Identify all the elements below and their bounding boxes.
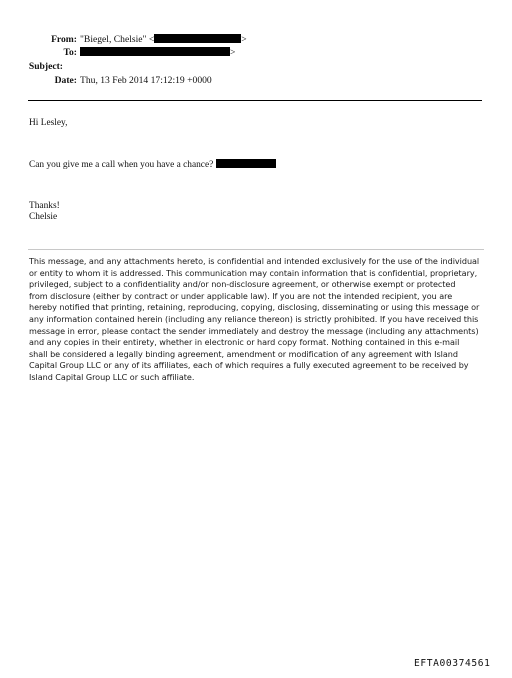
disclaimer-line: any information contained herein (including any reliance thereon) is strictly prohibited. If you have received this [29,313,479,324]
document-id: EFTA00374561 [414,658,491,669]
to-suffix: > [230,47,236,58]
disclaimer-line: and any copies in their entirety, whether in electronic or hard copy format. Nothing contained in this e-mail [29,337,460,348]
date-value: Thu, 13 Feb 2014 17:12:19 +0000 [80,75,212,86]
message-text: Can you give me a call when you have a chance? [29,160,216,170]
greeting: Hi Lesley, [29,118,68,128]
subject-label: Subject: [28,61,63,72]
signature: Chelsie [29,212,58,222]
disclaimer-line: privileged, subject to a confidentiality and/or non-disclosure agreement, or otherwise exempt or protected [29,279,456,290]
disclaimer-line: Island Capital Group LLC or such affiliate. [29,371,195,382]
disclaimer-line: message in error, please contact the sender immediately and destroy the message (including any attachments) [29,325,479,336]
disclaimer-line: Capital Group LLC or any of its affiliates, each of which requires a fully executed agreement to be received by [29,360,469,371]
redacted-sender-email [154,34,241,43]
signoff: Thanks! [29,201,60,211]
from-label: From: [51,34,77,45]
redacted-phone-number [216,159,276,168]
disclaimer-line: shall be considered a legally binding agreement, amendment or modification of any agreement with Island [29,348,458,359]
sender-name: "Biegel, Chelsie" < [80,34,155,45]
to-label: To: [63,47,77,58]
date-label: Date: [54,75,77,86]
redacted-recipient [80,47,230,56]
message-line [29,159,276,171]
confidentiality-disclaimer [29,256,487,384]
disclaimer-line: hereby notified that printing, retaining, reproducing, copying, disclosing, disseminating or using this message or [29,302,480,313]
disclaimer-line: from disclosure (either by contract or under applicable law). If you are not the intended recipient, you are [29,290,453,301]
from-suffix: > [241,34,247,45]
from-value [80,34,247,46]
to-value [80,47,235,59]
header-divider [28,100,482,101]
disclaimer-line: This message, and any attachments hereto, is confidential and intended exclusively for the use of the individual [29,256,480,266]
disclaimer-divider [28,249,484,250]
disclaimer-line: or entity to whom it is addressed. This communication may contain information that is confidential, proprietary, [29,267,478,278]
